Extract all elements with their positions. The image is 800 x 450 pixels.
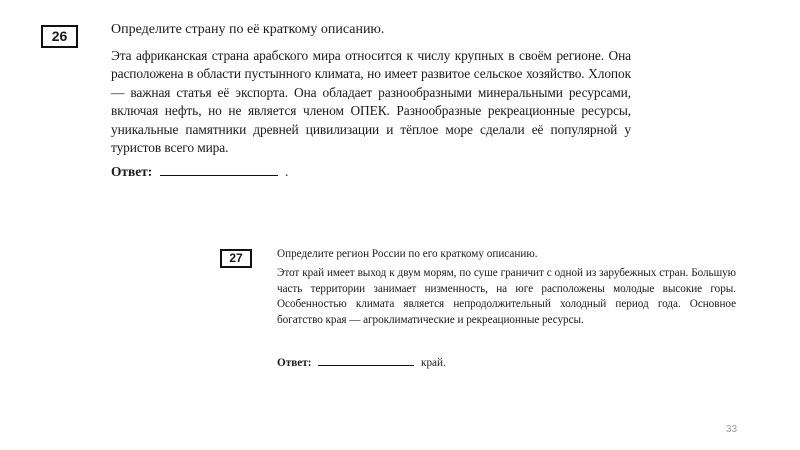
question-27-answer-label: Ответ:: [277, 357, 312, 369]
question-27-number: 27: [220, 249, 252, 268]
question-26-text: Эта африканская страна арабского мира относится к числу крупных в своём регионе. Она расположена в области пустынного климата, но имеет развитое сельское хозяйство. Хлопок — важная статья её экспорта. Она обладает разнообразными минеральными ресурсами, включая нефть, но не является членом ОПЕК. Разнообразные рекреационные ресурсы, уникальные памятники древней цивилизации и тёплое море сделали её популярной у туристов всего мира.: [111, 48, 631, 156]
question-27-answer-suffix: край.: [421, 357, 446, 369]
question-26-number: 26: [41, 25, 78, 48]
question-27-answer-blank[interactable]: [318, 355, 414, 366]
question-27-title: Определите регион России по его краткому описанию.: [277, 248, 538, 260]
page-number: 33: [726, 424, 738, 435]
question-26-answer-blank[interactable]: [160, 165, 278, 176]
question-27-answer-line: [277, 355, 577, 371]
question-26-title: Определите страну по её краткому описанию.: [111, 22, 385, 37]
question-26-answer-suffix: .: [284, 164, 289, 179]
question-26-answer-label: Ответ:: [111, 164, 153, 179]
question-26-answer-line: [111, 163, 511, 181]
question-27-text: Этот край имеет выход к двум морям, по суше граничит с одной из зарубежных стран. Большую часть территории занимает низменность, на юге расположены молодые высокие горы. Особенностью климата является непродолжительный холодный период года. Основное богатство края — агроклиматические и рекреационные ресурсы.: [277, 267, 736, 326]
